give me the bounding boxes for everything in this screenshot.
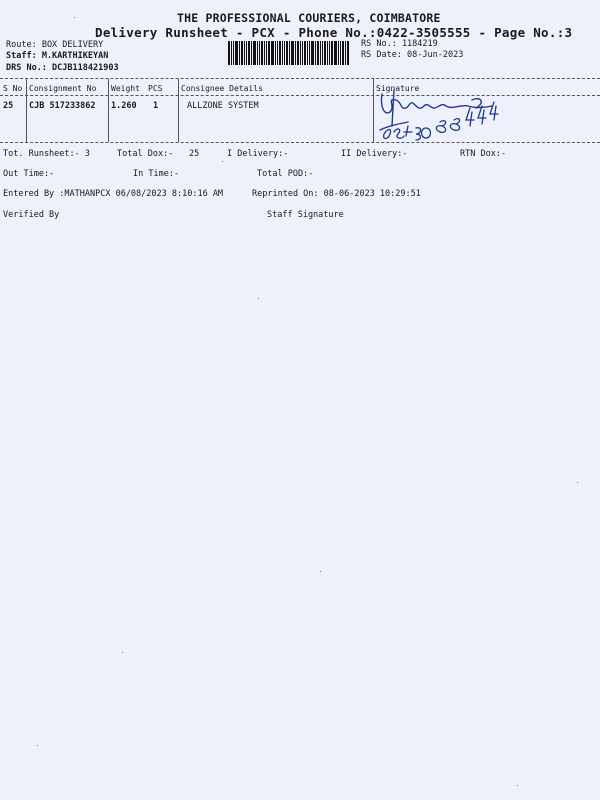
- col-header-sno: S No: [3, 84, 23, 93]
- barcode-bar: [228, 41, 230, 65]
- barcode: [228, 41, 352, 65]
- scan-speck: [517, 785, 518, 786]
- barcode-bar: [297, 41, 299, 65]
- col-divider: [108, 79, 109, 142]
- barcode-bar: [233, 41, 234, 65]
- barcode-bar: [295, 41, 296, 65]
- rtn-dox: RTN Dox:-: [460, 149, 507, 159]
- barcode-bar: [266, 41, 267, 65]
- out-time: Out Time:-: [3, 169, 55, 179]
- scan-speck: [37, 745, 38, 746]
- route-text: Route: BOX DELIVERY: [6, 40, 104, 50]
- barcode-bar: [264, 41, 265, 65]
- barcode-bar: [246, 41, 247, 65]
- entered-by: Entered By :MATHANPCX 06/08/2023 8:10:16 AM: [3, 189, 224, 199]
- barcode-bar: [345, 41, 346, 65]
- row-weight: 1.260: [111, 101, 137, 111]
- col-header-consignee: Consignee Details: [181, 84, 263, 93]
- barcode-bar: [279, 41, 281, 65]
- scan-speck: [320, 571, 321, 572]
- row-consignment: CJB 517233862: [29, 101, 96, 111]
- barcode-bar: [324, 41, 326, 65]
- barcode-bar: [257, 41, 258, 65]
- barcode-bar: [300, 41, 301, 65]
- barcode-bar: [261, 41, 263, 65]
- barcode-bar: [347, 41, 349, 65]
- barcode-bar: [253, 41, 256, 65]
- barcode-bar: [284, 41, 285, 65]
- drs-number: DRS No.: DCJB118421903: [6, 63, 119, 73]
- total-dox-label: Total Dox:-: [117, 149, 174, 159]
- staff-signature: Staff Signature: [267, 210, 344, 220]
- reprinted-on: Reprinted On: 08-06-2023 10:29:51: [252, 189, 421, 199]
- barcode-bar: [235, 41, 238, 65]
- col-header-pcs: PCS: [148, 84, 163, 93]
- barcode-bar: [286, 41, 288, 65]
- barcode-bar: [277, 41, 278, 65]
- barcode-bar: [315, 41, 316, 65]
- rs-number: RS No.: 1184219: [361, 39, 438, 49]
- barcode-bar: [241, 41, 243, 65]
- barcode-bar: [342, 41, 344, 65]
- barcode-bar: [309, 41, 310, 65]
- col-divider: [178, 79, 179, 142]
- total-dox-value: 25: [189, 149, 200, 159]
- company-title: THE PROFESSIONAL COURIERS, COIMBATORE: [177, 11, 441, 25]
- barcode-bar: [289, 41, 290, 65]
- scan-speck: [222, 161, 223, 162]
- barcode-bar: [275, 41, 276, 65]
- handwritten-signature: [372, 86, 512, 146]
- barcode-bar: [302, 41, 303, 65]
- runsheet-subtitle: Delivery Runsheet - PCX - Phone No.:0422-3505555 - Page No.:3: [95, 25, 573, 40]
- rs-date: RS Date: 08-Jun-2023: [361, 50, 464, 60]
- col-divider: [26, 79, 27, 142]
- row-pcs: 1: [153, 101, 159, 111]
- staff-text: Staff: M.KARTHIKEYAN: [6, 51, 109, 61]
- barcode-bar: [307, 41, 308, 65]
- in-time: In Time:-: [133, 169, 180, 179]
- barcode-bar: [320, 41, 321, 65]
- barcode-bar: [334, 41, 337, 65]
- barcode-bar: [329, 41, 330, 65]
- verified-by: Verified By: [3, 210, 60, 220]
- table-top-rule: [0, 78, 600, 79]
- col-header-signature: Signature: [376, 84, 420, 93]
- barcode-bar: [231, 41, 232, 65]
- barcode-bar: [268, 41, 270, 65]
- scan-speck: [258, 298, 259, 299]
- barcode-bar: [251, 41, 252, 65]
- barcode-bar: [338, 41, 339, 65]
- scan-speck: [122, 652, 123, 653]
- barcode-bar: [291, 41, 294, 65]
- scan-speck: [577, 482, 578, 483]
- barcode-bar: [239, 41, 240, 65]
- barcode-bar: [259, 41, 260, 65]
- barcode-bar: [311, 41, 314, 65]
- barcode-bar: [340, 41, 341, 65]
- barcode-bar: [327, 41, 328, 65]
- tot-runsheet: Tot. Runsheet:- 3: [3, 149, 90, 159]
- barcode-bar: [244, 41, 245, 65]
- col-header-consignment: Consignment No: [29, 84, 97, 93]
- row-consignee: ALLZONE SYSTEM: [187, 101, 259, 111]
- barcode-bar: [331, 41, 333, 65]
- scan-speck: [74, 17, 75, 18]
- col-header-weight: Weight: [111, 84, 140, 93]
- barcode-bar: [322, 41, 323, 65]
- barcode-bar: [304, 41, 306, 65]
- total-pod: Total POD:-: [257, 169, 314, 179]
- barcode-bar: [248, 41, 250, 65]
- barcode-bar: [271, 41, 274, 65]
- ii-delivery: II Delivery:-: [341, 149, 408, 159]
- barcode-bar: [282, 41, 283, 65]
- i-delivery: I Delivery:-: [227, 149, 289, 159]
- row-sno: 25: [3, 101, 14, 111]
- barcode-bar: [317, 41, 319, 65]
